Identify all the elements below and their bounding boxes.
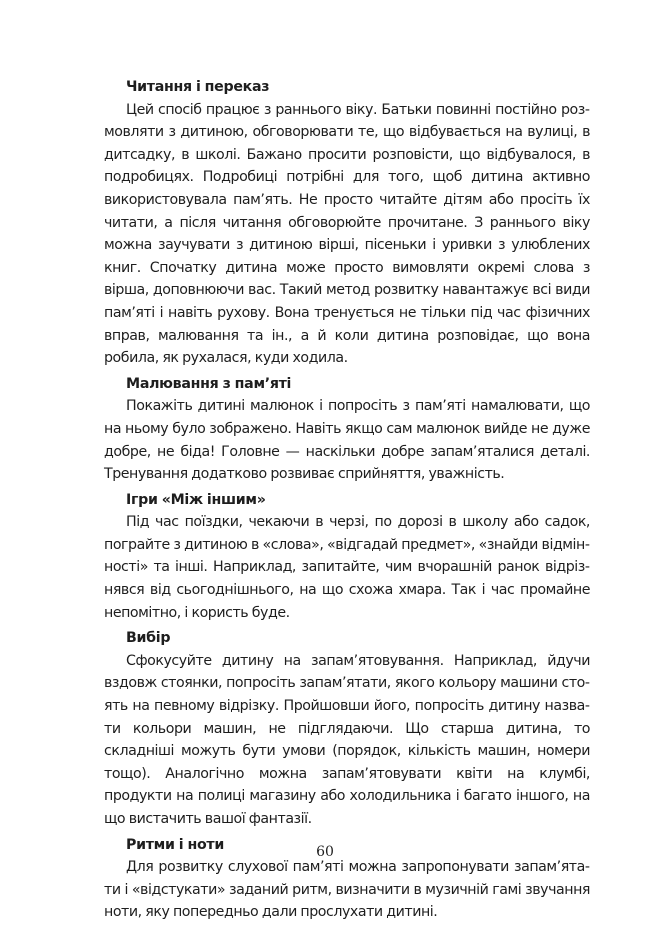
page-body xyxy=(104,76,590,927)
section-paragraph: Покажіть дитині малюнок і попросіть з пам’яті намалювати, що на ньому було зображено. Навіть якщо сам малюнок вийде не дуже добре, не біда! Головне — наскільки добре запам’яталися деталі. Тренування додатково розвиває сприйняття, уважність. xyxy=(104,398,590,483)
section-paragraph: Під час поїздки, чекаючи в черзі, по дорозі в школу або садок, пограйте з дитиною в «слова», «відгадай предмет», «знайди відмінності» та інші. Наприклад, запитайте, чим вчорашній ранок відрізнявся від сьогоднішнього, на що схожа хмара. Так і час промайне непомітно, і користь буде. xyxy=(104,514,590,621)
section-paragraph: Для розвитку слухової пам’яті можна запропонувати запам’ятати і «відстукати» заданий ритм, визначити в музичній гамі звучання ноти, яку попередньо дали прослухати дитині. xyxy=(104,859,590,921)
section-choice xyxy=(104,627,590,830)
section-title: Ритми і ноти xyxy=(126,836,224,853)
section-games-in-passing xyxy=(104,489,590,625)
section-title: Читання і переказ xyxy=(126,79,270,95)
section-title: Малювання з пам’яті xyxy=(126,375,292,392)
section-title: Ігри «Між іншим» xyxy=(126,491,266,508)
section-paragraph: Сфокусуйте дитину на запам’ятовування. Наприклад, йдучи вздовж стоянки, попросіть запам’ятати, якого кольору машини стоять на певному відрізку. Пройшовши його, попросіть дитину назвати кольори машин, не підглядаючи. Що старша дитина, то складніші можуть бути умови (порядок, кількість машин, номери тощо). Аналогічно можна запам’ятовувати квіти на клумбі, продукти на полиці магазину або холодильника і багато іншого, на що вистачить вашої фантазії. xyxy=(104,652,590,827)
section-drawing-from-memory xyxy=(104,373,590,486)
section-title: Вибір xyxy=(126,630,171,647)
section-paragraph: Цей спосіб працює з раннього віку. Батьки повинні постійно розмовляти з дитиною, обговорювати те, що відбувається на вулиці, в дитсадку, в школі. Бажано просити розповісти, що відбувалося, в подробицях. Подробиці потрібні для того, щоб дитина активно використовувала пам’ять. Не просто читайте дітям або просіть їх читати, а після читання обговорюйте прочитане. З раннього віку можна заучувати з дитиною вірші, пісеньки і уривки з улюблених книг. Спочатку дитина може просто вимовляти окремі слова з вірша, доповнюючи вас. Такий метод розвитку навантажує всі види пам’яті і навіть рухову. Вона тренується не тільки під час фізичних вправ, малювання та ін., а й коли дитина розповідає, що вона робила, як рухалася, куди ходила. xyxy=(104,101,590,367)
section-reading-retelling xyxy=(104,76,590,370)
page-number: 60 xyxy=(316,844,334,860)
